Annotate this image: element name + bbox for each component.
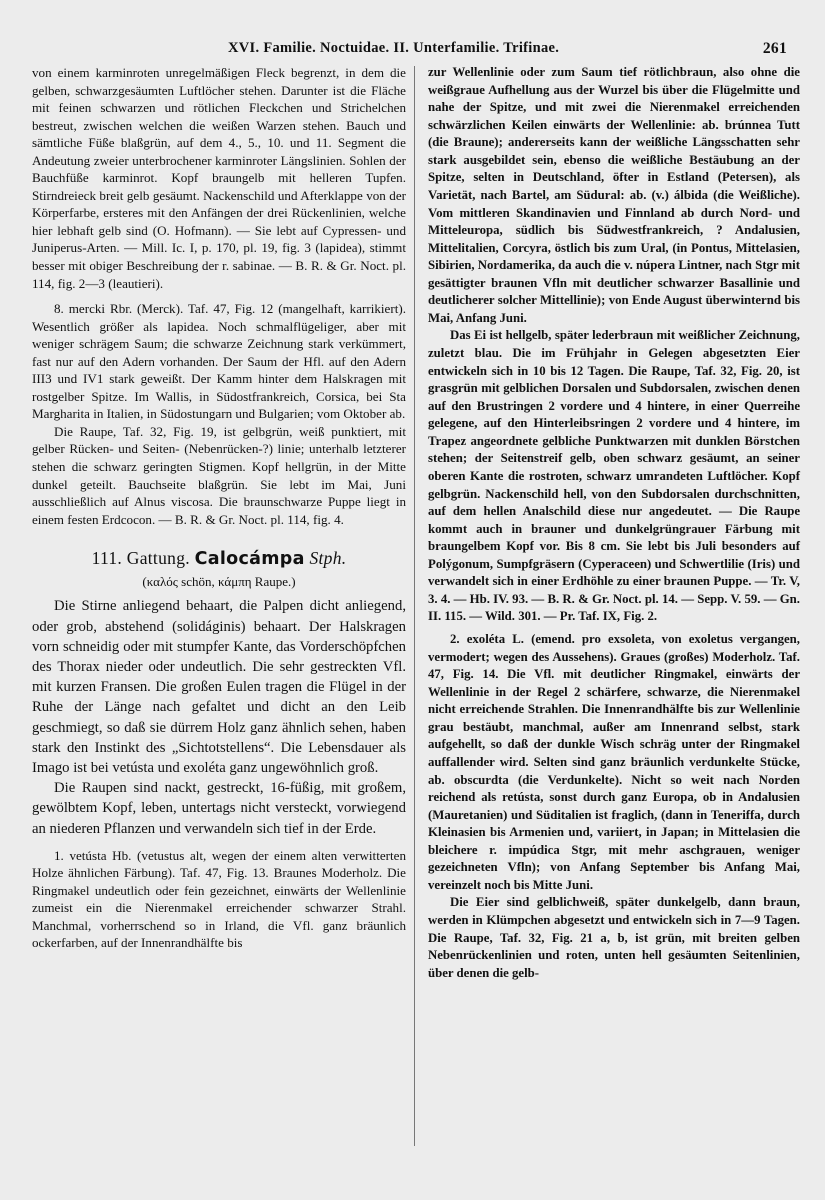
running-header <box>0 40 825 62</box>
paragraph-mercki-raupe: Die Raupe, Taf. 32, Fig. 19, ist gelbgrün, weiß punktiert, mit gelber Rücken- und Seiten- (Nebenrücken-?) linie; unterhalb letzterer stehen die schwarz geringten Stigmen. Kopf hellgrün, in der Mitte dunkel geteilt. Bauchseite blaßgrün. Sie lebt im Mai, Juni ausschließlich auf Alnus viscosa. Die braunschwarze Puppe liegt in einem festen Erdcocon. — B. R. & Gr. Noct. pl. 114, fig. 4. <box>32 423 406 527</box>
genus-description <box>32 596 406 838</box>
page-number: 261 <box>762 40 787 57</box>
column-divider <box>414 66 415 1146</box>
right-column <box>428 64 800 982</box>
paragraph-vetusta-ei-raupe: Das Ei ist hellgelb, später lederbraun mit weißlicher Zeichnung, zuletzt blau. Die im Frühjahr in Gelegen abgesetzten Eier entwickeln sich in 10 bis 12 Tagen. Die Raupe, Taf. 32, Fig. 20, ist grasgrün mit gelblichen Dorsalen und Subdorsalen, zwischen denen auf den Brustringen 2 vordere und 4 hintere, in einer Querreihe gelegene, auf den Hinterleibsringen 2 vordere und 4 hintere, im Trapez angeordnete gelbliche Punktwarzen mit dunklen Börstchen stehen; der Seitenstreif gelb, oben schwarz gesäumt, an seiner oberen Kante die rostroten, schwarz umrandeten Luftlöcher. Kopf gelbgrün. Nackenschild hell, von den Subdorsalen durchschnitten, auf dem hellen Analschild diese nur angedeutet. — Die Raupe kommt auch in brauner und dunkelgrüngrauer Färbung mit braungelbem Kopf vor. Bis 8 cm. Sie lebt bis Juli besonders auf Polýgonum, Sumpfgräsern (Cyperaceen) und Schwertlilie (Iris) und verwandelt sich in einer Erdhöhle zu einer braunen Puppe. — Tr. V, 3. 4. — Hb. IV. 93. — B. R. & Gr. Noct. pl. 14. — Sepp. V. 59. — Gn. II. 115. — Wild. 301. — Pr. Taf. IX, Fig. 2. <box>428 328 800 624</box>
paragraph-mercki: 8. mercki Rbr. (Merck). Taf. 47, Fig. 12 (mangelhaft, karrikiert). Wesentlich größer als lapidea. Noch schmalflügeliger, aber mit weniger schrägem Saum; die schwarze Zeichnung stark verkümmert, fast nur auf den Adern vorhanden. Der Saum der Hfl. auf den Adern III3 und IV1 stark geweißt. Der Kamm hinter dem Halskragen mit rostgelber Spitze. Im Wallis, in Südostfrankreich, Corsica, bei Sta Margharita in Italien, in Südostungarn und Bulgarien; vom Oktober ab. <box>32 301 406 422</box>
genus-name: Calocámpa <box>194 549 305 570</box>
paragraph-vetusta: 1. vetústa Hb. (vetustus alt, wegen der einem alten verwitterten Holze ähnlichen Färbung). Taf. 47, Fig. 13. Braunes Moderholz. Die Ringmakel undeutlich oder fein gezeichnet, einwärts der Wellenlinie zumeist ein die Nierenmakel erreichender schwarzer Strahl. Manchmal, vorherrschend so in Irland, die Vfl. ganz bräunlich ockerfarben, auf der Innenrandhälfte bis <box>32 847 406 951</box>
genus-heading <box>32 550 406 569</box>
paragraph-exoleta: 2. exoléta L. (emend. pro exsoleta, von exoletus vergangen, vermodert; wegen des Aussehens). Graues (großes) Moderholz. Taf. 47, Fig. 14. Die Vfl. mit deutlicher Ringmakel, einwärts der Wellenlinie in der Regel 2 schärfere, schwarze, die Nierenmakel nicht erreichende Strahlen. Die Innenrandhälfte bis zur Wellenlinie grau bestäubt, manchmal, außer am Innenrand selbst, stark aufgehellt, so daß der dunkle Wisch schräg unter der Ringmakel auffallender wird. Selten sind ganz bräunlich verdunkelte Stücke, ab. obscurdta (die Verdunkelte). Nicht so weit nach Norden reichend als retústa, sonst durch ganz Europa, ob in Andalusien (Mauretanien) und Süditalien ist fraglich, (dann in Teneriffa, durch Kleinasien bis Armenien und, variiert, in Japan; in Mittelasien die bleichere r. impúdica Stgr, mit mehr aschgrauen, weniger gezeichneten Vfln); von Anfang September bis Anfang Mai, vereinzelt noch bis Mitte Juni. <box>428 632 800 892</box>
paragraph-raupe-continued: von einem karminroten unregelmäßigen Fleck begrenzt, in dem die gelben, schwarzgesäumten Luftlöcher stehen. Darunter ist die Fläche mit feinen schwarzen und rötlichen Fleckchen und Strichelchen bestreut, zwischen welchen die weißen Warzen stehen. Bauch und sämtliche Füße blaßgrün, auf dem 4., 5., 10. und 11. Segment die Andeutung zweier unterbrochener karminroter Längslinien. Sohlen der Bauchfüße karminrot. Kopf braungelb mit helleren Tupfen. Stirndreieck breit gelb gesäumt. Nackenschild und Afterklappe von der Körperfarbe, ersteres mit den Anfängen der drei Rückenlinien, welche hier lebhaft gelb sind (O. Hofmann). — Sie lebt auf Cypressen- und Juniperus-Arten. — Mill. Ic. I, p. 170, pl. 19, fig. 3 (lapidea), stimmt besser mit obiger Beschreibung der r. sabinae. — B. R. & Gr. Noct. pl. 114, fig. 2—3 (leautieri). <box>32 65 406 291</box>
paragraph-genus-imago: Die Stirne anliegend behaart, die Palpen dicht anliegend, oder grob, abstehend (solidáginis) behaart. Der Halskragen vorn schneidig oder mit stumpfer Kante, das Vorderschöpfchen des Thorax nieder oder undeutlich. Die sehr gestreckten Vfl. mit kurzen Fransen. Die großen Eulen tragen die Flügel in der Ruhe der Länge nach gefaltet und dicht an den Leib geschmiegt, so daß sie dürrem Holz ganz ähnlich sehen, haben stark den Instinkt des „Sichtotstellens“. Die Lebensdauer als Imago ist bei vetústa und exoléta ganz ungewöhnlich groß. <box>32 598 406 776</box>
header-title: XVI. Familie. Noctuidae. II. Unterfamilie. Trifinae. <box>228 40 560 56</box>
paragraph-genus-raupe: Die Raupen sind nackt, gestreckt, 16-füßig, mit großem, gewölbtem Kopf, leben, untertags nicht versteckt, vorwiegend an niederen Pflanzen und verwandeln sich tief in der Erde. <box>32 780 406 837</box>
left-column <box>32 64 406 952</box>
genus-author: Stph. <box>309 548 347 569</box>
paragraph-exoleta-eier: Die Eier sind gelblichweiß, später dunkelgelb, dann braun, werden in Klümpchen abgesetzt und entwickeln sich in 7—9 Tagen. Die Raupe, Taf. 32, Fig. 21 a, b, ist grün, mit breiten gelben Nebenrückenlinien und roten, unten hell gesäumten Seitenlinien, über denen die gelb- <box>428 895 800 980</box>
paragraph-vetusta-continued: zur Wellenlinie oder zum Saum tief rötlichbraun, also ohne die weißgraue Aufhellung aus der Wurzel bis über die Flügelmitte und nahe der Spitze, und mit zwei die Nierenmakel erreichenden schwärzlichen Keilen einwärts der Wellenlinie: ab. brúnnea Tutt (die Braune); andererseits kann der weißliche Längsschatten sehr stark ausgebildet sein, ebenso die weißliche Bestäubung an der Spitze, selten in Deutschland, öfter in Estland (Petersen), als Varietät, nach Bartel, am Südural: ab. (v.) álbida (die Weißliche). Vom mittleren Skandinavien und Finnland ab durch Nord- und Mitteleuropa, südlich bis Südwestfrankreich, ? Andalusien, Mittelitalien, Corcyra, östlich bis zum Ural, (in Pontus, Mittelasien, Sibirien, Nordamerika, da auch die v. núpera Lintner, nach Stgr mit gesättigter braunen Vfln mit deutlicher schwarzer Basallinie und deutlicherer solcher Mittellinie); von Ende August überwinternd bis Mai, Anfang Juni. <box>428 65 800 325</box>
genus-number: 111. Gattung. <box>91 548 190 569</box>
genus-etymology: (καλός schön, κάμπη Raupe.) <box>142 573 296 589</box>
